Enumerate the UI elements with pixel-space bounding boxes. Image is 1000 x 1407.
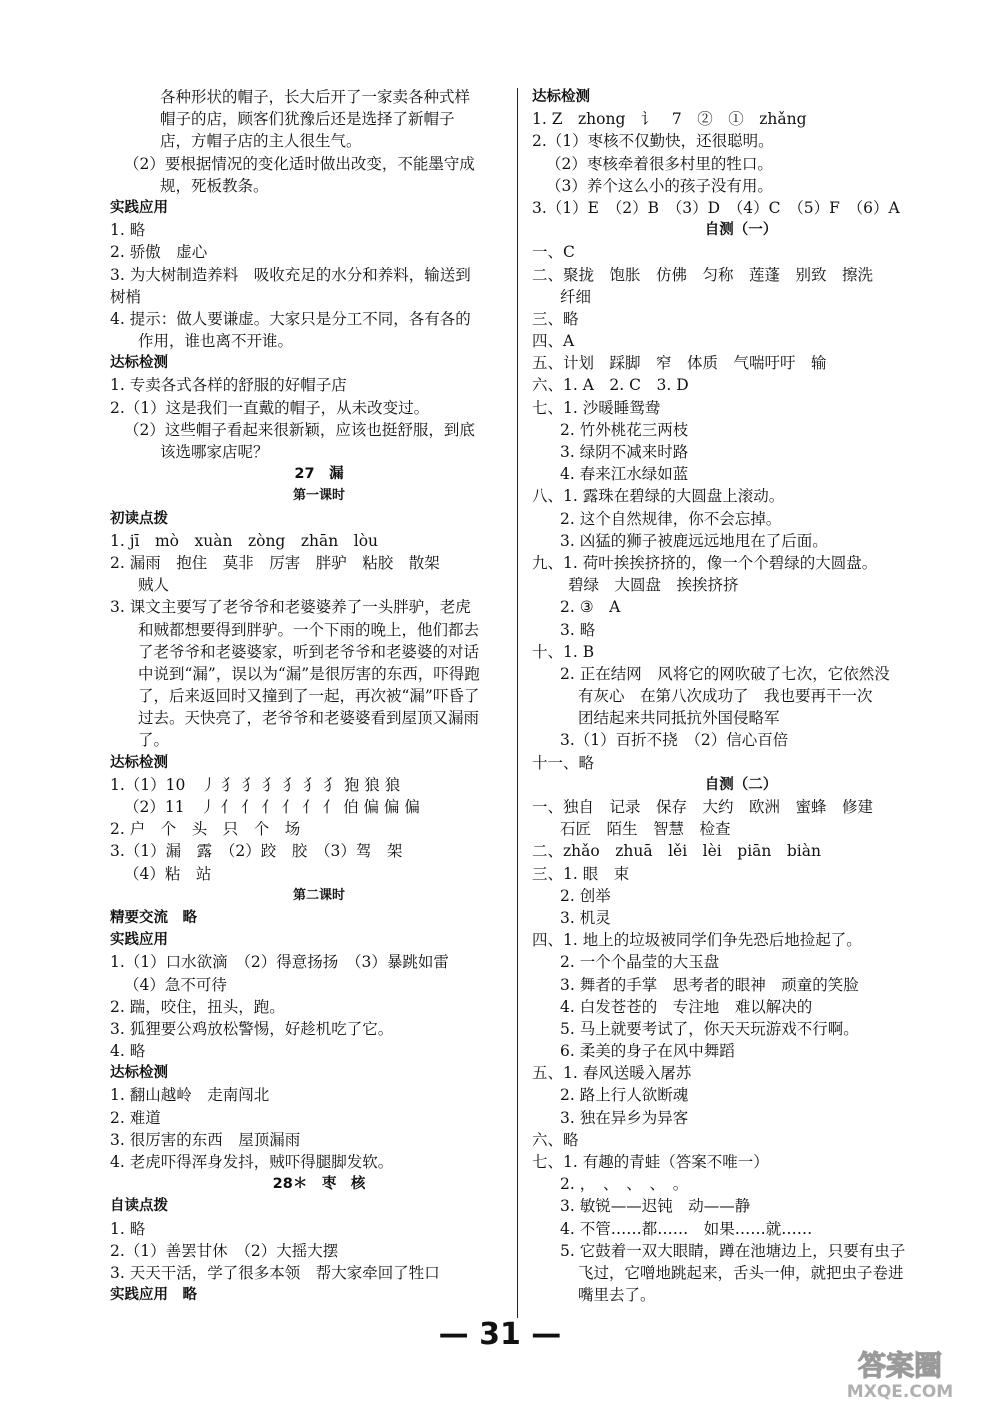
left-column-line: 2. 骄傲 虚心 — [110, 243, 208, 262]
left-column-line: 2. 难道 — [110, 1108, 161, 1127]
right-column-line: 达标检测 — [532, 89, 590, 105]
left-column-line: 1. jī mò xuàn zòng zhān lòu — [110, 531, 379, 550]
right-column-line: 八、1. 露珠在碧绿的大圆盘上滚动。 — [532, 487, 785, 506]
right-column-line: 2. 一个个晶莹的大玉盘 — [560, 953, 720, 972]
left-column-line: 规，死板教条。 — [160, 176, 269, 195]
right-column-line: 七、1. 有趣的青蛙（答案不唯一） — [532, 1153, 769, 1171]
right-column-line: 二、zhǎo zhuā lěi lèi piān biàn — [532, 842, 821, 861]
right-column-line: 2. ， 、 、 、 。 — [560, 1175, 689, 1194]
left-column-line: 精要交流 略 — [110, 909, 197, 926]
column-divider — [517, 88, 518, 1318]
right-column-line: 3. 敏锐——迟钝 动——静 — [560, 1197, 751, 1216]
right-column-line: 5. 它鼓着一双大眼睛，蹲在池塘边上，只要有虫子 — [560, 1241, 906, 1260]
left-column-line: 树梢 — [110, 287, 142, 306]
left-column-line: 4. 提示：做人要谦虚。大家只是分工不同，各有各的 — [110, 309, 471, 328]
right-column-line: 三、略 — [532, 309, 579, 328]
left-column-line: 达标检测 — [110, 1065, 168, 1082]
left-column-line: 2. 户 个 头 只 个 场 — [110, 820, 301, 839]
left-column-line: （4）急不可待 — [124, 975, 227, 994]
right-column-line: 六、1. A 2. C 3. D — [532, 376, 689, 395]
left-column-line: 作用，谁也离不开谁。 — [138, 332, 294, 351]
left-column-line: 4. 略 — [110, 1042, 146, 1061]
svg-text:MXQE.COM: MXQE.COM — [846, 1382, 954, 1402]
left-column-line: 达标检测 — [110, 355, 168, 372]
left-column-line: 3.（1）漏 露 （2）跤 胶 （3）驾 架 — [110, 842, 403, 861]
right-column-line: 四、A — [532, 332, 575, 351]
right-column-line: 3. 凶猛的狮子被鹿远远地甩在了后面。 — [560, 531, 828, 550]
page-number: — 31 — — [438, 1317, 562, 1352]
left-column-line: 3. 课文主要写了老爷爷和老婆婆养了一头胖驴，老虎 — [110, 598, 471, 617]
left-column-line: 2.（1）善罢甘休 （2）大摇大摆 — [110, 1241, 339, 1260]
left-column-line: 2.（1）这是我们一直戴的帽子，从未改变过。 — [110, 398, 430, 417]
left-column-line: 第一课时 — [292, 488, 345, 504]
right-column-line: 2.（1）枣核不仅勤快，还很聪明。 — [532, 132, 774, 151]
right-column-line: 3. 绿阴不减来时路 — [560, 443, 689, 461]
left-column-line: （2）这些帽子看起来很新颖，应该也挺舒服，到底 — [124, 420, 475, 439]
right-column-line: 4. 春来江水绿如蓝 — [560, 465, 689, 484]
left-column-line: 1. 略 — [110, 221, 146, 240]
left-column-line: 27 漏 — [294, 466, 344, 483]
right-column-line: 五、计划 踩脚 窄 体质 气喘吁吁 输 — [532, 354, 827, 373]
left-column-line: 1. 专卖各式各样的舒服的好帽子店 — [110, 376, 347, 395]
right-column-line: （3）养个这么小的孩子没有用。 — [546, 176, 773, 195]
right-column-line: 五、1. 春风送暖入屠苏 — [532, 1064, 692, 1083]
right-column-line: 碧绿 大圆盘 挨挨挤挤 — [568, 576, 739, 595]
right-column-line: 3. 机灵 — [560, 908, 611, 927]
right-column-line: 六、略 — [532, 1130, 579, 1149]
left-column-line: 自读点拨 — [110, 1198, 168, 1215]
left-column-line: 了，后来返回时又撞到了一起，再次被“漏”吓昏了 — [138, 687, 480, 706]
right-column-line: 一、C — [532, 243, 575, 262]
right-column-line: 3. 独在异乡为异客 — [560, 1108, 689, 1127]
right-column-line: 4. 不管……都…… 如果……就…… — [560, 1219, 813, 1238]
left-column-line: 3. 为大树制造养料 吸收充足的水分和养料，输送到 — [110, 265, 471, 284]
right-column-line: 3. 舞者的手掌 思考者的眼神 顽童的笑脸 — [560, 975, 859, 994]
left-column-line: 3. 天天干活，学了很多本领 帮大家牵回了牲口 — [110, 1263, 440, 1282]
left-column-line: 各种形状的帽子，长大后开了一家卖各种式样 — [160, 88, 471, 106]
right-column-line: 自测（一） — [704, 222, 778, 239]
left-column-line: 该选哪家店呢？ — [160, 443, 269, 461]
right-column-line: 3. 略 — [560, 620, 596, 639]
right-column-line: 团结起来共同抵抗外国侵略军 — [578, 709, 780, 728]
left-column-line: 帽子的店，顾客们犹豫后还是选择了新帽子 — [160, 110, 455, 129]
right-column — [532, 86, 950, 1306]
left-column-line: 3. 狐狸要公鸡放松警惕，好趁机吃了它。 — [110, 1019, 394, 1038]
left-column-line: 1. 略 — [110, 1219, 146, 1238]
right-column-line: 十、1. B — [532, 642, 595, 661]
left-column-line: 了。 — [138, 731, 170, 750]
left-column-line: 2. 踹，咬住，扭头，跑。 — [110, 997, 285, 1016]
right-column-line: 2. ③ A — [560, 598, 621, 617]
right-column-line: 自测（二） — [704, 776, 778, 793]
right-column-line: 2. 竹外桃花三两枝 — [560, 420, 689, 439]
right-column-line: 飞过，它噌地跳起来，舌头一伸，就把虫子卷进 — [578, 1263, 904, 1282]
left-column-line: 1. 翻山越岭 走南闯北 — [110, 1086, 270, 1105]
left-column-line: 初读点拨 — [110, 510, 168, 527]
right-column-line: 三、1. 眼 束 — [532, 864, 630, 883]
left-column-line: 了老爷爷和老婆婆家，听到老爷爷和老婆婆的对话 — [138, 642, 480, 661]
right-column-line: 嘴里去了。 — [578, 1286, 656, 1305]
right-column-line: （2）枣核牵着很多村里的牲口。 — [546, 154, 773, 173]
left-column-line: 实践应用 — [110, 199, 168, 216]
left-column-line: 2. 漏雨 抱住 莫非 厉害 胖驴 粘胶 散架 — [110, 553, 440, 572]
right-column-line: 九、1. 荷叶挨挨挤挤的，像一个个碧绿的大圆盘。 — [532, 553, 878, 572]
left-column-line: 贼人 — [138, 576, 170, 595]
left-column-line: 实践应用 略 — [110, 1287, 197, 1304]
right-column-line: 5. 马上就要考试了，你天天玩游戏不行啊。 — [560, 1019, 859, 1038]
right-column-line: 七、1. 沙暖睡鸳鸯 — [532, 398, 661, 417]
right-column-line: 十一、略 — [532, 753, 595, 772]
right-column-line: 纤细 — [560, 287, 592, 306]
left-column-line: 实践应用 — [110, 932, 168, 949]
left-column-line: 达标检测 — [110, 754, 168, 771]
right-column-line: 二、聚拢 饱胀 仿佛 匀称 莲蓬 别致 擦洗 — [532, 265, 874, 284]
right-column-line: 3.（1）百折不挠 （2）信心百倍 — [560, 731, 789, 750]
left-column-line: （2）要根据情况的变化适时做出改变，不能墨守成 — [124, 154, 475, 173]
watermark-logo — [818, 1345, 983, 1403]
left-column-line: 店，方帽子店的主人很生气。 — [160, 132, 362, 151]
right-column-line: 四、1. 地上的垃圾被同学们争先恐后地捡起了。 — [532, 931, 862, 950]
left-column-line: 1.（1）口水欲滴 （2）得意扬扬 （3）暴跳如雷 — [110, 953, 449, 972]
right-column-line: 2. 正在结网 风将它的网吹破了七次，它依然没 — [560, 664, 890, 683]
right-column-line: 4. 白发苍苍的 专注地 难以解决的 — [560, 997, 813, 1016]
right-column-line: 2. 这个自然规律，你不会忘掉。 — [560, 509, 782, 528]
left-column — [110, 86, 528, 1306]
left-column-line: 3. 很厉害的东西 屋顶漏雨 — [110, 1130, 301, 1149]
left-column-line: （2）11 丿 亻 亻 亻 亻 亻 亻 伯 偏 偏 偏 — [124, 798, 420, 816]
left-column-line: 过去。天快亮了，老爷爷和老婆婆看到屋顶又漏雨 — [138, 709, 480, 728]
left-column-line: （4）粘 站 — [124, 864, 212, 883]
right-column-line: 2. 路上行人欲断魂 — [560, 1086, 689, 1105]
left-column-line: 第二课时 — [292, 887, 345, 903]
right-column-line: 有灰心 在第八次成功了 我也要再干一次 — [578, 687, 873, 706]
right-column-line: 一、独自 记录 保存 大约 欧洲 蜜蜂 修建 — [532, 798, 874, 816]
left-column-line: 1.（1）10 丿 犭 犭 犭 犭 犭 犭 狍 狼 狼 — [110, 775, 401, 794]
right-column-line: 1. Z zhong 讠 7 ② ① zhǎng — [532, 110, 807, 129]
left-column-line: 中说到“漏”，误以为“漏”是很厉害的东西，吓得跑 — [138, 664, 480, 683]
right-column-line: 石匠 陌生 智慧 检查 — [560, 820, 731, 839]
right-column-line: 6. 柔美的身子在风中舞蹈 — [560, 1042, 735, 1061]
right-column-line: 3.（1）E （2）B （3）D （4）C （5）F （6）A — [532, 198, 900, 217]
right-column-line: 2. 创举 — [560, 886, 611, 905]
left-column-line: 28＊ 枣 核 — [272, 1176, 366, 1193]
left-column-line: 和贼都想要得到胖驴。一个下雨的晚上，他们都去 — [138, 620, 480, 639]
left-column-line: 4. 老虎吓得浑身发抖，贼吓得腿脚发软。 — [110, 1153, 394, 1171]
svg-text:答案圈: 答案圈 — [857, 1349, 943, 1382]
